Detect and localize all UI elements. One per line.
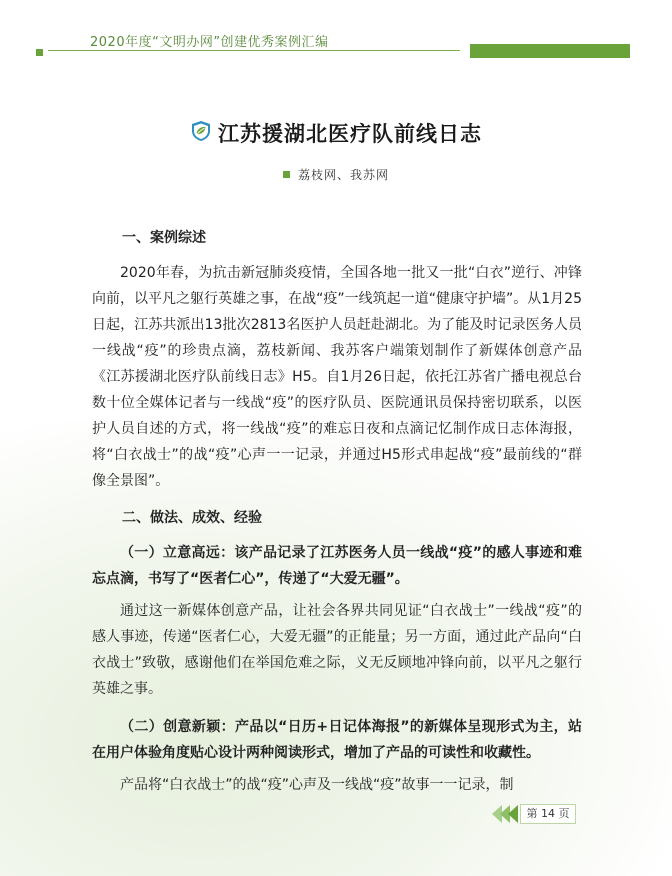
source-bullet bbox=[283, 171, 290, 178]
page-indicator bbox=[492, 803, 582, 825]
article-title: 江苏援湖北医疗队前线日志 bbox=[218, 121, 482, 146]
purpose-paragraph: 通过这一新媒体创意产品，让社会各界共同见证“白衣战士”一线战“疫”的感人事迹，传递“医者仁心，大爱无疆”的正能量；另一方面，通过此产品向“白衣战士”致敬，感谢他们在举国危难之际，义无反顾地冲锋向前，以平凡之躯行英雄之事。 bbox=[92, 603, 582, 697]
header-rule bbox=[48, 50, 460, 51]
chevron-left-icon bbox=[508, 805, 518, 823]
title-row bbox=[0, 118, 672, 148]
header-bar-decoration bbox=[470, 44, 630, 58]
shield-leaf-icon bbox=[190, 120, 212, 146]
creativity-paragraph: 产品将“白衣战士”的战“疫”心声及一线战“疫”故事一一记录，制 bbox=[120, 777, 514, 793]
running-header-title: 2020年度“文明办网”创建优秀案例汇编 bbox=[90, 35, 329, 50]
page-number: 第 14 页 bbox=[520, 804, 576, 824]
header-square-decoration bbox=[36, 49, 43, 56]
section-heading-methods: 二、做法、成效、经验 bbox=[122, 510, 262, 526]
source-row bbox=[0, 166, 672, 183]
article-body bbox=[92, 226, 582, 798]
section-heading-overview: 一、案例综述 bbox=[122, 230, 206, 246]
overview-paragraph: 2020年春，为抗击新冠肺炎疫情，全国各地一批又一批“白衣”逆行、冲锋向前，以平凡之躯行英雄之事，在战“疫”一线筑起一道“健康守护墙”。从1月25日起，江苏共派出13批次2813名医护人员赶赴湖北。为了能及时记录医务人员一线战“疫”的珍贵点滴，荔枝新闻、我苏客户端策划制作了新媒体创意产品《江苏援湖北医疗队前线日志》H5。自1月26日起，依托江苏省广播电视总台数十位全媒体记者与一线战“疫”的医疗队员、医院通讯员保持密切联系，以医护人员自述的方式，将一线战“疫”的难忘日夜和点滴记忆制作成日志体海报，将“白衣战士”的战“疫”心声一一记录，并通过H5形式串起战“疫”最前线的“群像全景图”。 bbox=[92, 265, 582, 489]
subheading-creativity: （二）创意新颖：产品以“日历+日记体海报”的新媒体呈现形式为主，站在用户体验角度贴心设计两种阅读形式，增加了产品的可读性和收藏性。 bbox=[92, 719, 582, 761]
subheading-purpose: （一）立意高远：该产品记录了江苏医务人员一线战“疫”的感人事迹和难忘点滴，书写了“医者仁心”，传递了“大爱无疆”。 bbox=[92, 545, 582, 587]
article-source: 荔枝网、我苏网 bbox=[297, 168, 389, 182]
